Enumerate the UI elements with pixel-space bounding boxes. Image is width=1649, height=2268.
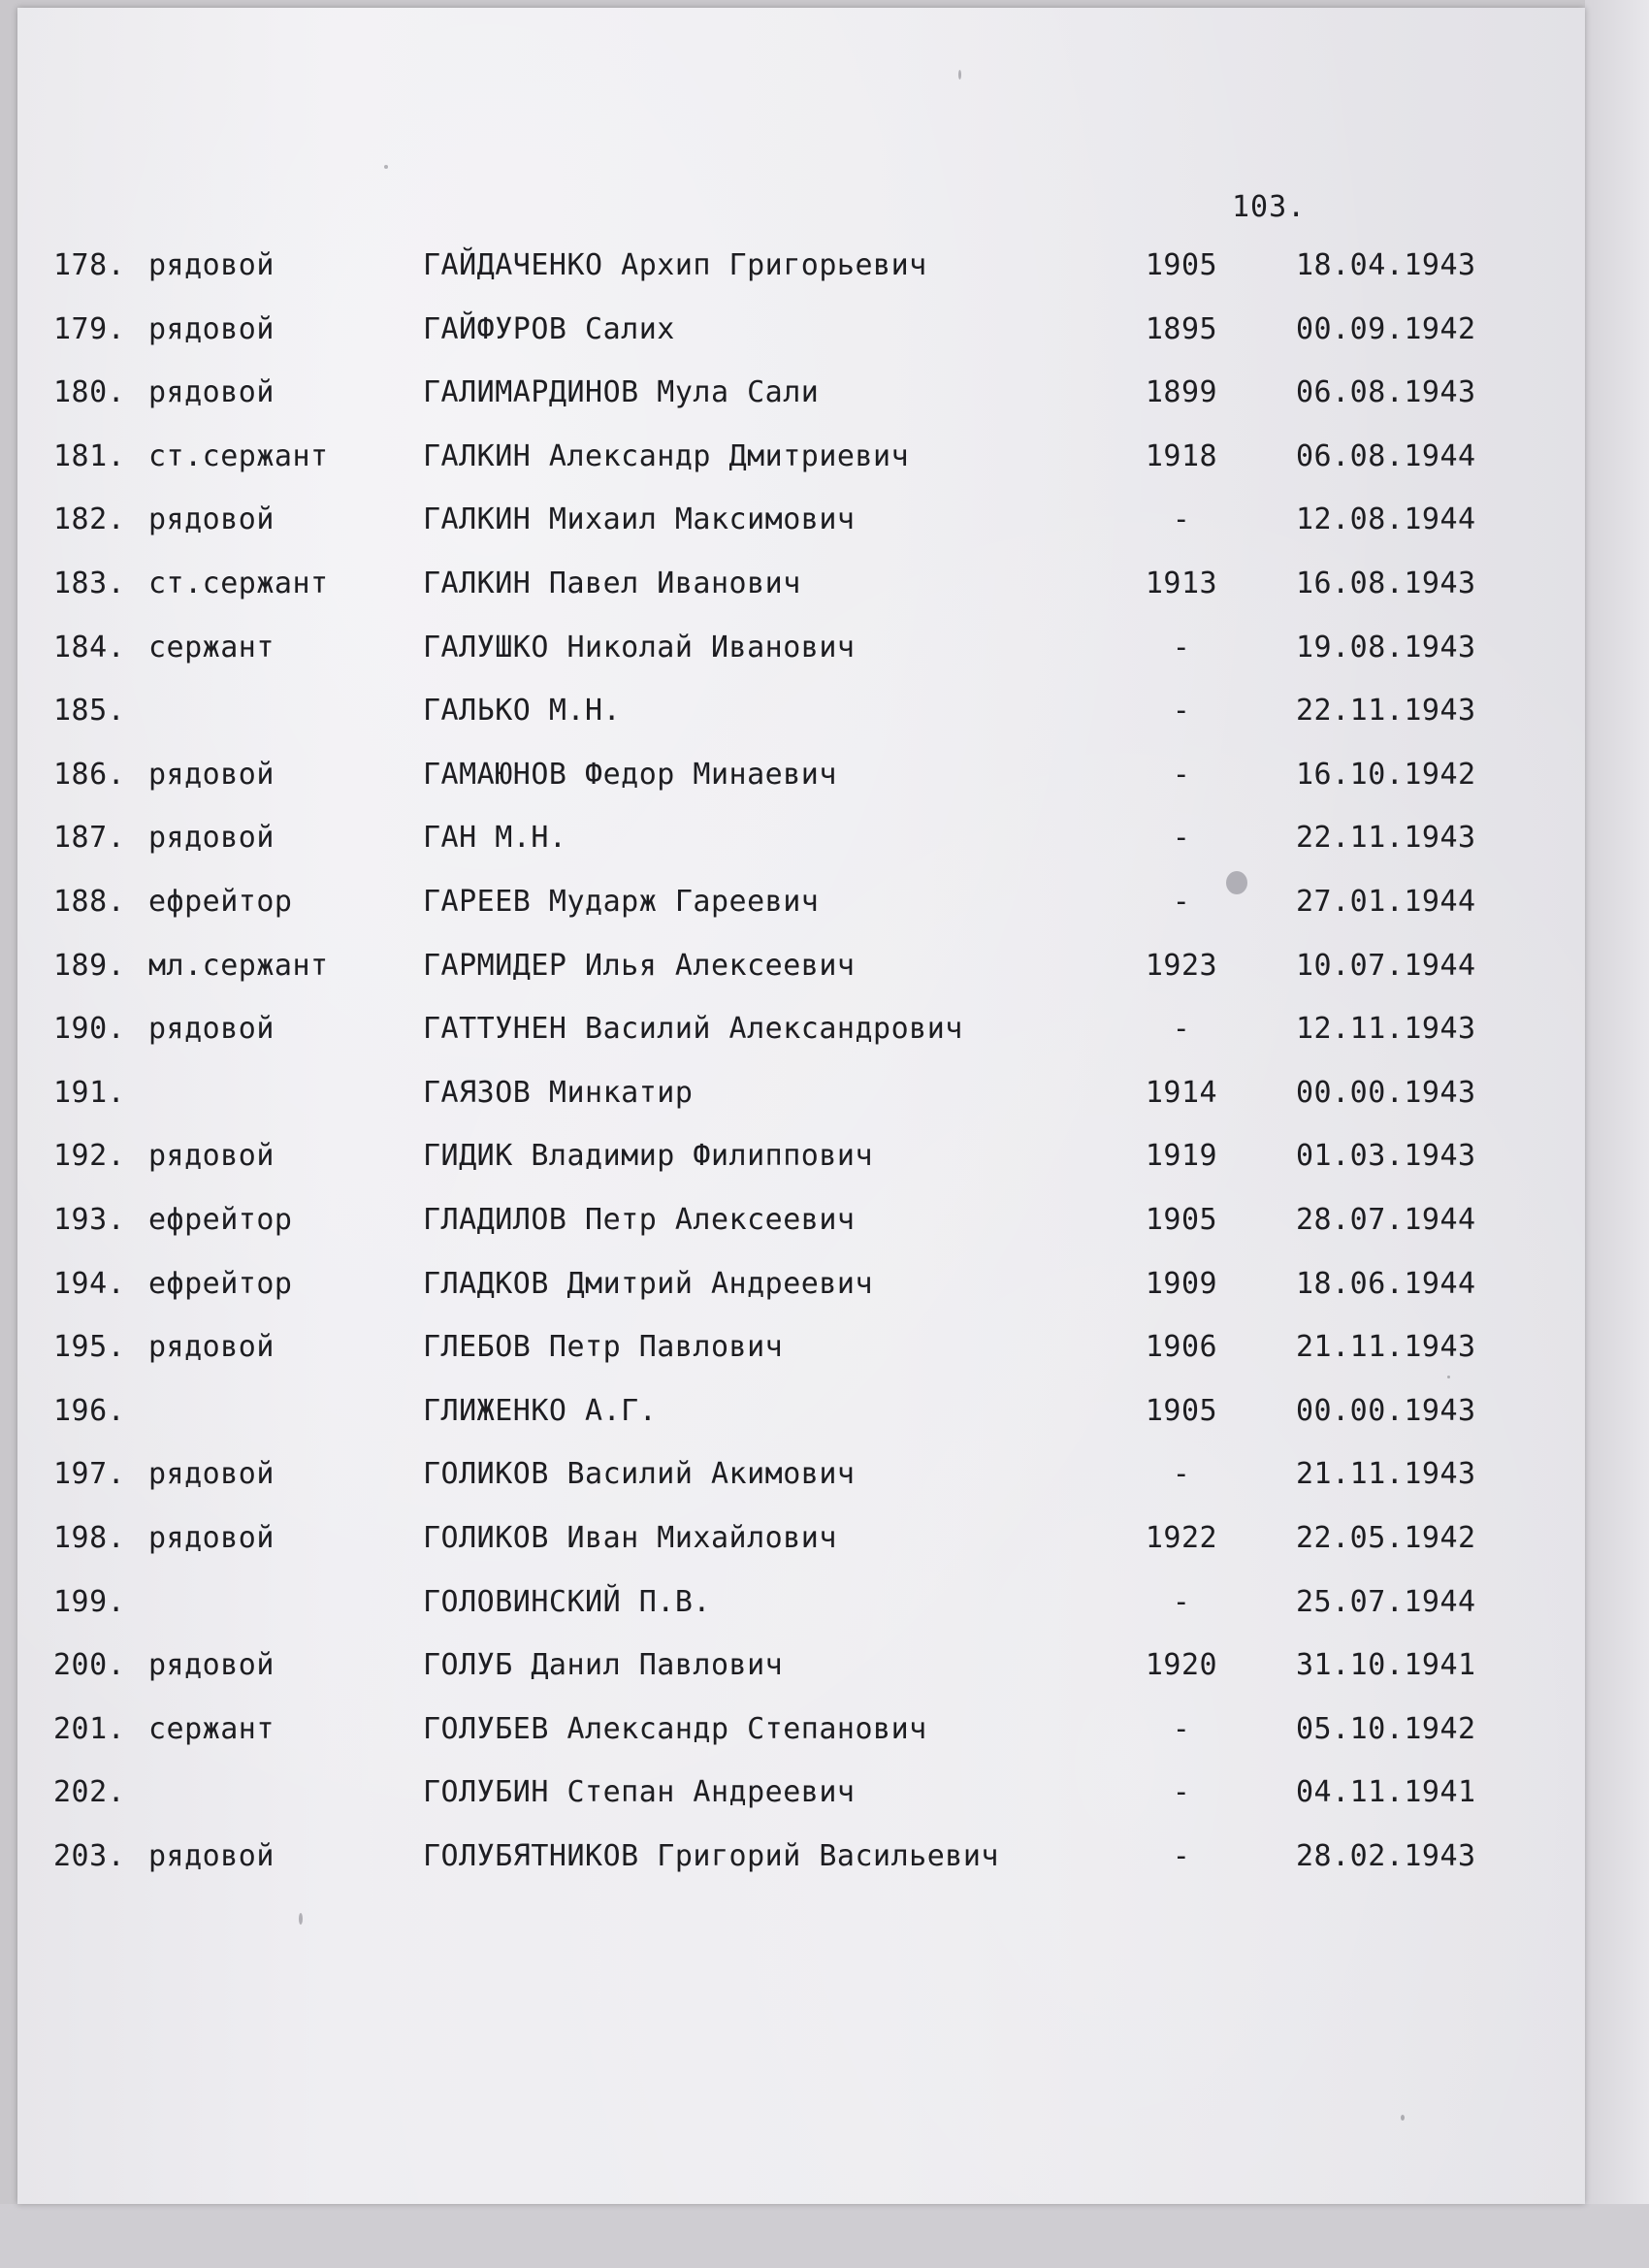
entry-birth-year: - (1172, 631, 1191, 664)
entry-birth-year: - (1172, 1712, 1191, 1746)
scan-speck (1401, 2115, 1405, 2121)
entry-number: 200. (53, 1648, 126, 1682)
entry-birth-year: 1923 (1145, 949, 1218, 983)
entry-name: ГОЛУБ Данил Павлович (423, 1648, 784, 1682)
entry-rank: рядовой (148, 1330, 275, 1364)
entry-name: ГАЛУШКО Николай Иванович (423, 631, 856, 664)
entry-name: ГАЛКИН Михаил Максимович (423, 502, 856, 536)
entry-rank: рядовой (148, 758, 275, 792)
entry-date: 28.07.1944 (1296, 1203, 1476, 1237)
entry-birth-year: 1920 (1145, 1648, 1218, 1682)
entry-rank: сержант (148, 631, 275, 664)
entry-name: ГЛАДКОВ Дмитрий Андреевич (423, 1267, 874, 1301)
list-row (17, 312, 1585, 351)
entry-date: 06.08.1944 (1296, 439, 1476, 473)
entry-birth-year: 1905 (1145, 248, 1218, 282)
entry-number: 197. (53, 1457, 126, 1491)
entry-date: 00.09.1942 (1296, 312, 1476, 346)
entry-birth-year: - (1172, 502, 1191, 536)
entry-name: ГИДИК Владимир Филиппович (423, 1139, 874, 1173)
entry-number: 187. (53, 821, 126, 855)
entry-birth-year: 1919 (1145, 1139, 1218, 1173)
entry-date: 12.08.1944 (1296, 502, 1476, 536)
entry-date: 27.01.1944 (1296, 885, 1476, 919)
entry-number: 203. (53, 1839, 126, 1873)
entry-name: ГОЛИКОВ Василий Акимович (423, 1457, 856, 1491)
entry-rank: рядовой (148, 312, 275, 346)
entry-number: 190. (53, 1012, 126, 1046)
entry-date: 18.06.1944 (1296, 1267, 1476, 1301)
entry-date: 00.00.1943 (1296, 1076, 1476, 1110)
entry-name: ГОЛОВИНСКИЙ П.В. (423, 1585, 711, 1619)
document-page (17, 8, 1585, 2204)
entry-number: 183. (53, 567, 126, 600)
entry-birth-year: 1913 (1145, 567, 1218, 600)
entry-date: 18.04.1943 (1296, 248, 1476, 282)
entry-number: 184. (53, 631, 126, 664)
list-row (17, 1648, 1585, 1687)
entry-name: ГАЛКИН Павел Иванович (423, 567, 801, 600)
list-row (17, 1457, 1585, 1496)
entry-name: ГАРМИДЕР Илья Алексеевич (423, 949, 856, 983)
entry-number: 185. (53, 694, 126, 728)
entry-birth-year: - (1172, 758, 1191, 792)
entry-number: 191. (53, 1076, 126, 1110)
entry-date: 16.10.1942 (1296, 758, 1476, 792)
entry-name: ГАЛИМАРДИНОВ Мула Сали (423, 375, 820, 409)
entry-name: ГАМАЮНОВ Федор Минаевич (423, 758, 837, 792)
entry-date: 22.11.1943 (1296, 821, 1476, 855)
entry-birth-year: 1922 (1145, 1521, 1218, 1555)
entry-date: 22.11.1943 (1296, 694, 1476, 728)
entry-number: 194. (53, 1267, 126, 1301)
list-row (17, 1839, 1585, 1878)
scanner-edge-bottom (0, 2204, 1649, 2268)
entry-birth-year: 1918 (1145, 439, 1218, 473)
entry-number: 198. (53, 1521, 126, 1555)
entry-name: ГОЛУБИН Степан Андреевич (423, 1775, 856, 1809)
scan-speck (1447, 1376, 1450, 1378)
entry-number: 178. (53, 248, 126, 282)
entry-birth-year: 1905 (1145, 1203, 1218, 1237)
entry-rank: рядовой (148, 375, 275, 409)
entry-date: 00.00.1943 (1296, 1394, 1476, 1428)
list-row (17, 694, 1585, 732)
entry-birth-year: - (1172, 821, 1191, 855)
entry-number: 199. (53, 1585, 126, 1619)
entry-birth-year: - (1172, 885, 1191, 919)
list-row (17, 758, 1585, 796)
entry-number: 196. (53, 1394, 126, 1428)
entry-birth-year: - (1172, 694, 1191, 728)
entry-date: 16.08.1943 (1296, 567, 1476, 600)
entry-rank: ефрейтор (148, 1203, 293, 1237)
entry-name: ГАН М.Н. (423, 821, 567, 855)
scan-speck (958, 70, 961, 80)
entry-birth-year: 1909 (1145, 1267, 1218, 1301)
entry-name: ГОЛИКОВ Иван Михайлович (423, 1521, 837, 1555)
entry-rank: рядовой (148, 1139, 275, 1173)
entry-number: 182. (53, 502, 126, 536)
entry-date: 28.02.1943 (1296, 1839, 1476, 1873)
entry-name: ГАЯЗОВ Минкатир (423, 1076, 694, 1110)
entry-birth-year: 1906 (1145, 1330, 1218, 1364)
list-row (17, 1775, 1585, 1814)
entry-name: ГЛИЖЕНКО А.Г. (423, 1394, 658, 1428)
entry-number: 179. (53, 312, 126, 346)
entry-birth-year: - (1172, 1775, 1191, 1809)
entry-name: ГАТТУНЕН Василий Александрович (423, 1012, 963, 1046)
entry-name: ГЛАДИЛОВ Петр Алексеевич (423, 1203, 856, 1237)
entry-name: ГОЛУБЯТНИКОВ Григорий Васильевич (423, 1839, 999, 1873)
entry-rank: ефрейтор (148, 1267, 293, 1301)
entry-number: 181. (53, 439, 126, 473)
entry-number: 189. (53, 949, 126, 983)
list-row (17, 567, 1585, 605)
page-number: 103. (1232, 190, 1307, 224)
list-row (17, 1394, 1585, 1433)
entry-rank: рядовой (148, 1839, 275, 1873)
list-row (17, 1267, 1585, 1306)
entry-birth-year: - (1172, 1585, 1191, 1619)
entry-number: 192. (53, 1139, 126, 1173)
entry-rank: рядовой (148, 1648, 275, 1682)
list-row (17, 375, 1585, 414)
list-row (17, 502, 1585, 541)
entry-name: ГАРЕЕВ Мударж Гареевич (423, 885, 820, 919)
entry-rank: мл.сержант (148, 949, 329, 983)
entry-name: ГОЛУБЕВ Александр Степанович (423, 1712, 927, 1746)
entry-rank: рядовой (148, 502, 275, 536)
entry-date: 05.10.1942 (1296, 1712, 1476, 1746)
entry-number: 186. (53, 758, 126, 792)
entry-rank: рядовой (148, 248, 275, 282)
entry-rank: ст.сержант (148, 567, 329, 600)
list-row (17, 1330, 1585, 1369)
entry-name: ГАЛЬКО М.Н. (423, 694, 622, 728)
entry-number: 195. (53, 1330, 126, 1364)
list-row (17, 1139, 1585, 1178)
list-row (17, 631, 1585, 669)
entry-name: ГАЙДАЧЕНКО Архип Григорьевич (423, 248, 927, 282)
entry-rank: рядовой (148, 1457, 275, 1491)
list-row (17, 1712, 1585, 1751)
entry-birth-year: - (1172, 1457, 1191, 1491)
list-row (17, 248, 1585, 287)
entry-date: 21.11.1943 (1296, 1330, 1476, 1364)
entry-number: 180. (53, 375, 126, 409)
entry-birth-year: 1914 (1145, 1076, 1218, 1110)
entry-birth-year: 1895 (1145, 312, 1218, 346)
list-row (17, 1076, 1585, 1115)
entry-number: 202. (53, 1775, 126, 1809)
list-row (17, 885, 1585, 923)
entry-date: 10.07.1944 (1296, 949, 1476, 983)
entry-rank: ефрейтор (148, 885, 293, 919)
list-row (17, 1585, 1585, 1624)
list-row (17, 821, 1585, 859)
entry-name: ГАЛКИН Александр Дмитриевич (423, 439, 910, 473)
entry-rank: сержант (148, 1712, 275, 1746)
entry-birth-year: 1899 (1145, 375, 1218, 409)
entry-date: 19.08.1943 (1296, 631, 1476, 664)
entry-number: 193. (53, 1203, 126, 1237)
scanner-edge-right (1585, 0, 1649, 2268)
list-row (17, 1012, 1585, 1051)
entry-date: 04.11.1941 (1296, 1775, 1476, 1809)
entry-birth-year: - (1172, 1012, 1191, 1046)
list-row (17, 949, 1585, 988)
scan-speck (299, 1913, 303, 1925)
entry-name: ГАЙФУРОВ Салих (423, 312, 675, 346)
entry-birth-year: - (1172, 1839, 1191, 1873)
list-row (17, 1521, 1585, 1560)
entry-number: 201. (53, 1712, 126, 1746)
entry-date: 22.05.1942 (1296, 1521, 1476, 1555)
entry-date: 31.10.1941 (1296, 1648, 1476, 1682)
list-row (17, 1203, 1585, 1242)
entry-date: 25.07.1944 (1296, 1585, 1476, 1619)
entry-date: 01.03.1943 (1296, 1139, 1476, 1173)
entry-rank: ст.сержант (148, 439, 329, 473)
entry-date: 12.11.1943 (1296, 1012, 1476, 1046)
scan-speck (384, 165, 388, 169)
entry-birth-year: 1905 (1145, 1394, 1218, 1428)
entry-rank: рядовой (148, 1012, 275, 1046)
entry-number: 188. (53, 885, 126, 919)
entry-name: ГЛЕБОВ Петр Павлович (423, 1330, 784, 1364)
entry-rank: рядовой (148, 821, 275, 855)
entry-date: 06.08.1943 (1296, 375, 1476, 409)
list-row (17, 439, 1585, 478)
entry-date: 21.11.1943 (1296, 1457, 1476, 1491)
entry-rank: рядовой (148, 1521, 275, 1555)
